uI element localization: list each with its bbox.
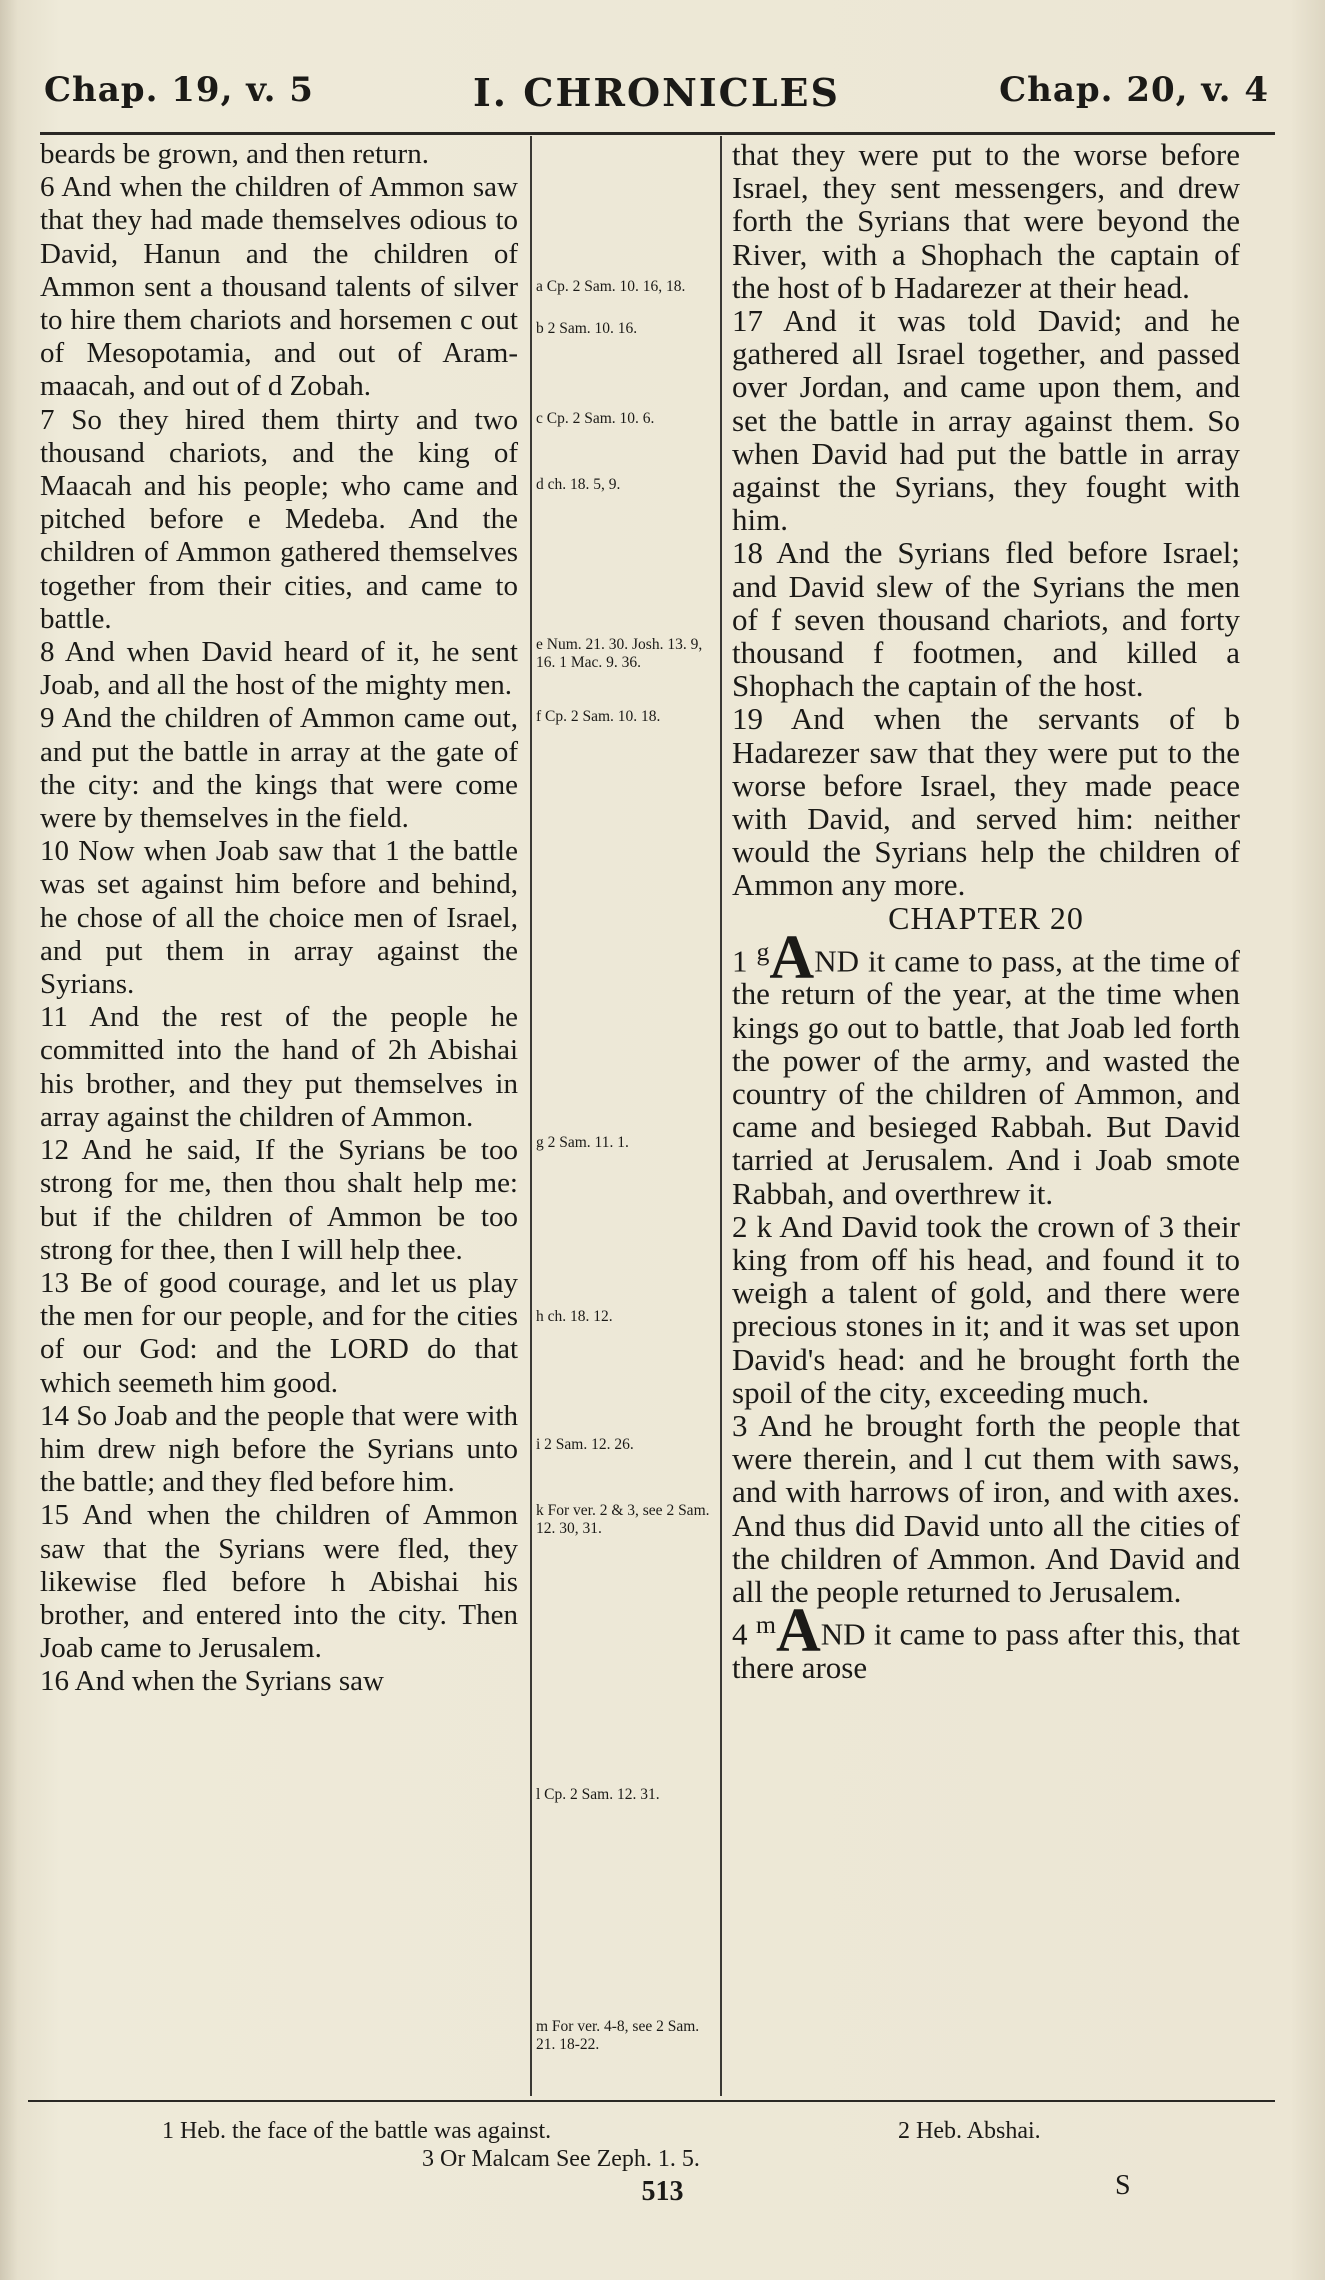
right-text-column bbox=[732, 138, 1240, 1684]
margin-ref: b 2 Sam. 10. 16. bbox=[536, 320, 638, 337]
verse-paragraph bbox=[732, 923, 1240, 1211]
header-rule bbox=[40, 132, 1275, 135]
footnote: 2 Heb. Abshai. bbox=[898, 2118, 1041, 2144]
footnote: 1 Heb. the face of the battle was against. bbox=[162, 2118, 552, 2144]
verse-paragraph: 6 And when the children of Ammon saw that they had made themselves odious to David, Hanun and the children of Ammon sent a thousand talents of silver to hire them chariots and horsemen c out of Mesopotamia, and out of Aram-maacah, and out of d Zobah. bbox=[40, 171, 518, 403]
verse-paragraph: beards be grown, and then return. bbox=[40, 138, 429, 170]
signature-mark: S bbox=[1115, 2170, 1131, 2201]
verse-paragraph: 17 And it was told David; and he gathered all Israel together, and passed over Jordan, and came upon them, and set the battle in array against them. So when David had put the battle in array against the Syrians, they fought with him. bbox=[732, 303, 1240, 538]
running-header bbox=[44, 70, 1269, 122]
verse-text: ND it came to pass after this, that there arose bbox=[732, 1616, 1240, 1685]
verse-number: 1 bbox=[732, 943, 748, 979]
verse-paragraph: that they were put to the worse before Israel, they sent messengers, and drew forth the Syrians that were beyond the River, with a Shophach the captain of the host of b Hadarezer at their head. bbox=[732, 137, 1240, 305]
margin-ref: g 2 Sam. 11. 1. bbox=[536, 1134, 629, 1151]
verse-paragraph: 15 And when the children of Ammon saw that the Syrians were fled, they likewise fled before h Abishai his brother, and entered into the city. Then Joab came to Jerusalem. bbox=[40, 1499, 518, 1665]
margin-ref: m For ver. 4-8, see 2 Sam. 21. 18-22. bbox=[536, 2018, 700, 2053]
margin-ref: e Num. 21. 30. Josh. 13. 9, 16. 1 Mac. 9. 36. bbox=[536, 636, 703, 671]
margin-ref: k For ver. 2 & 3, see 2 Sam. 12. 30, 31. bbox=[536, 1502, 710, 1537]
verse-paragraph: 12 And he said, If the Syrians be too strong for me, then thou shalt help me: but if the children of Ammon be too strong for thee, then I will help thee. bbox=[40, 1134, 518, 1266]
verse-paragraph: 8 And when David heard of it, he sent Joab, and all the host of the mighty men. bbox=[40, 636, 518, 702]
left-text-column bbox=[40, 138, 518, 1699]
verse-paragraph: 2 k And David took the crown of 3 their king from off his head, and found it to weigh a talent of gold, and there were precious stones in it; and it was set upon David's head: and he brought forth the spoil of the city, exceeding much. bbox=[732, 1208, 1240, 1410]
verse-paragraph: 18 And the Syrians fled before Israel; and David slew of the Syrians the men of f seven thousand chariots, and forty thousand f footmen, and killed a Shophach the captain of the host. bbox=[732, 535, 1240, 704]
reference-marker: g bbox=[756, 936, 770, 966]
column-divider-left bbox=[530, 136, 532, 2096]
margin-ref: c Cp. 2 Sam. 10. 6. bbox=[536, 410, 655, 427]
margin-ref: l Cp. 2 Sam. 12. 31. bbox=[536, 1786, 660, 1803]
verse-number: 4 bbox=[732, 1616, 748, 1652]
reference-marker: m bbox=[755, 1610, 776, 1640]
column-divider-right bbox=[720, 136, 722, 2096]
margin-ref: d ch. 18. 5, 9. bbox=[536, 476, 621, 493]
margin-ref: f Cp. 2 Sam. 10. 18. bbox=[536, 708, 661, 725]
drop-cap: A bbox=[775, 1596, 821, 1665]
verse-paragraph: 10 Now when Joab saw that 1 the battle was set against him before and behind, he chose of all the choice men of Israel, and put them in array against the Syrians. bbox=[40, 835, 518, 1001]
verse-paragraph: 13 Be of good courage, and let us play the men for our people, and for the cities of our God: and the LORD do that which seemeth him good. bbox=[40, 1266, 518, 1399]
page-number: 513 bbox=[641, 2176, 684, 2207]
footnote: 3 Or Malcam See Zeph. 1. 5. bbox=[422, 2146, 700, 2172]
verse-paragraph: 16 And when the Syrians saw bbox=[40, 1665, 384, 1698]
margin-ref: a Cp. 2 Sam. 10. 16, 18. bbox=[536, 278, 686, 295]
verse-paragraph: 3 And he brought forth the people that were therein, and l cut them with saws, and with harrows of iron, and with axes. And thus did David unto all the cities of the children of Ammon. And David and all the people returned to Jerusalem. bbox=[732, 1408, 1240, 1610]
margin-ref: i 2 Sam. 12. 26. bbox=[536, 1436, 634, 1453]
verse-paragraph: 9 And the children of Ammon came out, and put the battle in array at the gate of the city: and the kings that were come were by themselves in the field. bbox=[40, 702, 518, 835]
drop-cap: A bbox=[769, 923, 815, 992]
header-book-title: I. CHRONICLES bbox=[473, 70, 840, 115]
margin-ref: h ch. 18. 12. bbox=[536, 1308, 613, 1325]
header-right: Chap. 20, v. 4 bbox=[999, 70, 1269, 110]
footnote-rule bbox=[28, 2100, 1275, 2102]
header-left: Chap. 19, v. 5 bbox=[44, 70, 314, 110]
verse-paragraph: 19 And when the servants of b Hadarezer saw that they were put to the worse before Israel, they made peace with David, and served him: neither would the Syrians help the children of Ammon any more. bbox=[732, 701, 1240, 903]
verse-text: ND it came to pass, at the time of the return of the year, at the time when kings go out to battle, that Joab led forth the power of the army, and wasted the country of the children of Ammon, and came and besieged Rabbah. But David tarried at Jerusalem. And i Joab smote Rabbah, and overthrew it. bbox=[732, 943, 1240, 1211]
verse-paragraph: 7 So they hired them thirty and two thousand chariots, and the king of Maacah and his people; who came and pitched before e Medeba. And the children of Ammon gathered themselves together from their cities, and came to battle. bbox=[40, 403, 518, 635]
verse-paragraph: 14 So Joab and the people that were with him drew nigh before the Syrians unto the battle; and they fled before him. bbox=[40, 1399, 518, 1499]
chapter-heading: CHAPTER 20 bbox=[888, 899, 1084, 936]
verse-paragraph bbox=[732, 1596, 1240, 1685]
verse-paragraph: 11 And the rest of the people he committed into the hand of 2h Abishai his brother, and they put themselves in array against the children of Ammon. bbox=[40, 1001, 518, 1133]
